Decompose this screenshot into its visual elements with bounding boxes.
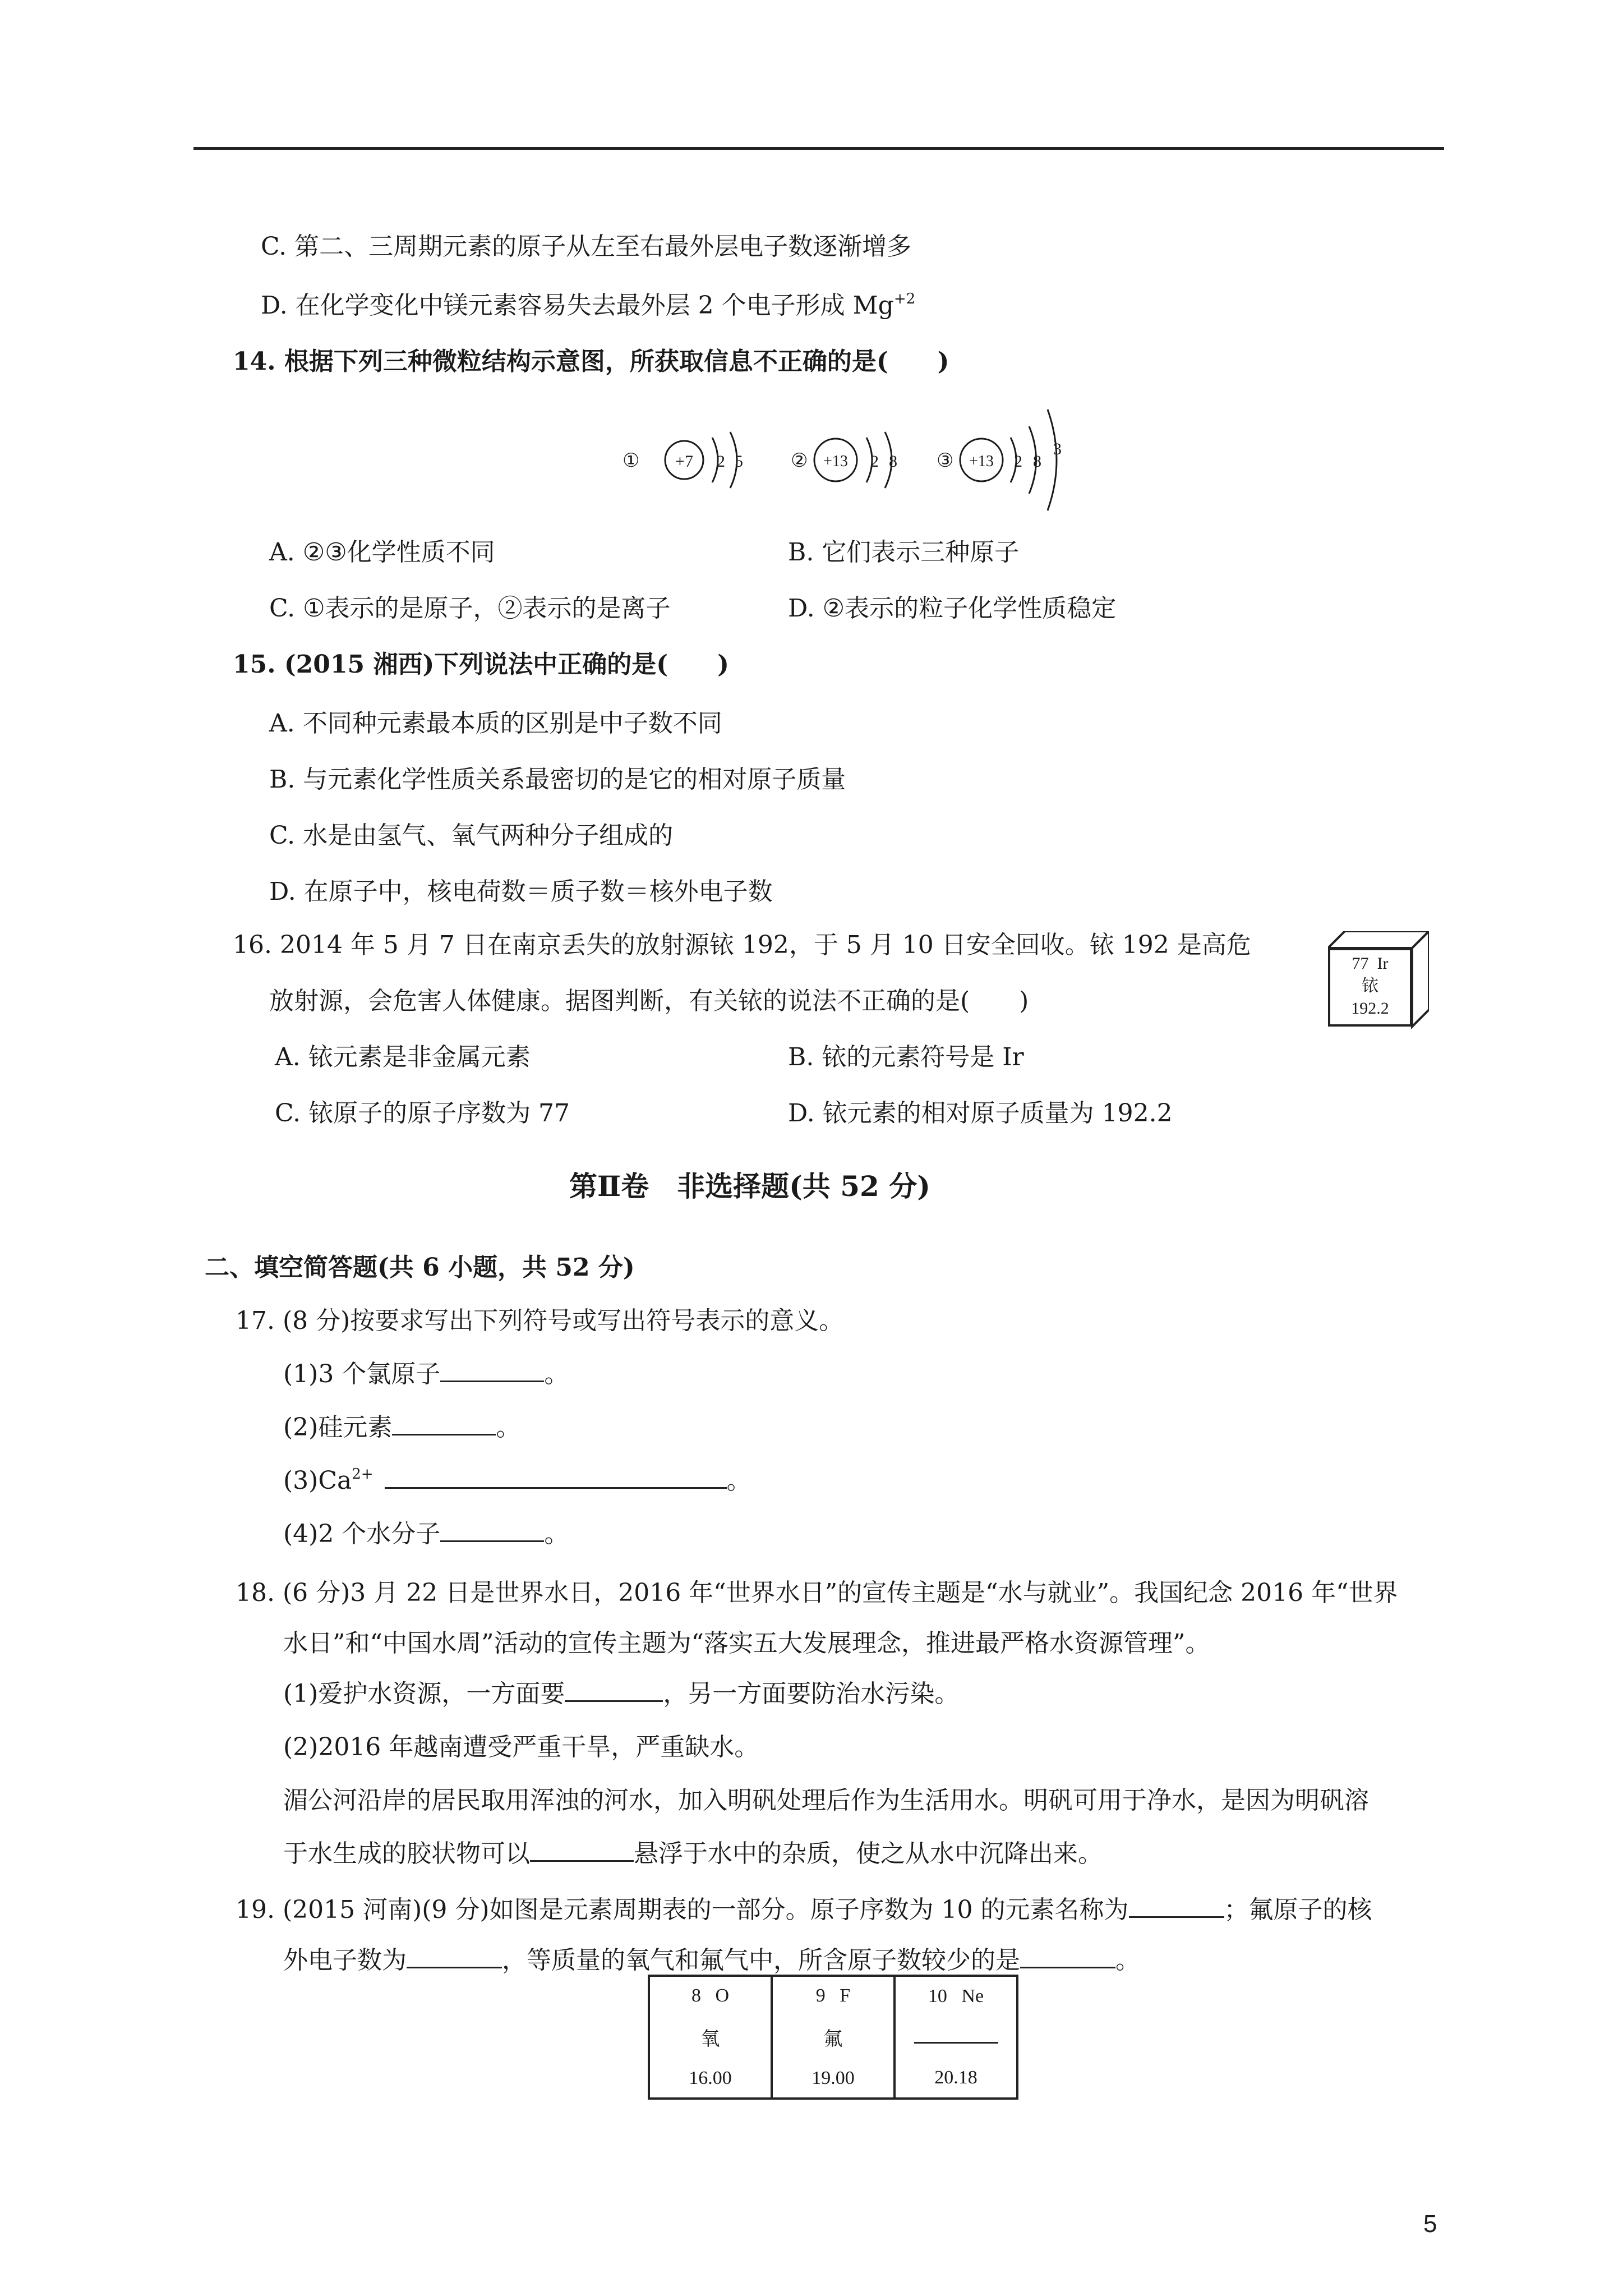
q16-stem-line2: 放射源，会危害人体健康。据图判断，有关铱的说法不正确的是( ) [269, 987, 1029, 1015]
atom-1-shell-1: 2 [717, 452, 725, 471]
iridium-name: 铱 [1362, 977, 1378, 995]
atom-structure-diagrams [623, 404, 1082, 516]
q15-option-b: B. 与元素化学性质关系最密切的是它的相对原子质量 [269, 765, 846, 794]
q17-item-3: $(3)Ca^{2+}$ 。 [283, 1466, 751, 1495]
q17-4-answer-blank[interactable] [440, 1518, 544, 1542]
q14-option-c: C. ①表示的是原子，②表示的是离子 [269, 594, 671, 623]
q17-item-1: (1)3 个氯原子 。 [283, 1358, 569, 1391]
q15-stem: 15. (2015 湘西)下列说法中正确的是( ) [233, 650, 729, 679]
atom-3-shell-1: 2 [1014, 452, 1022, 471]
atom-3-shell-3: 3 [1053, 440, 1062, 458]
q14-option-d: D. ②表示的粒子化学性质稳定 [788, 594, 1117, 623]
q18-item-2-blank-line: 于水生成的胶状物可以 悬浮于水中的杂质，使之从水中沉降出来。 [283, 1837, 1103, 1871]
q13-option-d: D. 在化学变化中镁元素容易失去最外层 2 个电子形成 $Mg^{+2}$ [261, 291, 916, 320]
q16-option-a: A. 铱元素是非金属元素 [275, 1043, 531, 1071]
q14-stem: 14. 根据下列三种微粒结构示意图，所获取信息不正确的是( ) [233, 347, 949, 376]
q17-stem: 17. (8 分)按要求写出下列符号或写出符号表示的意义。 [236, 1306, 844, 1335]
q19-element-name-blank[interactable] [1129, 1894, 1224, 1918]
page-number: 5 [1423, 2210, 1437, 2238]
iridium-number: 77 [1352, 954, 1369, 973]
iridium-symbol: Ir [1377, 954, 1389, 973]
q18-item-2-text: 湄公河沿岸的居民取用浑浊的河水，加入明矾处理后作为生活用水。明矾可用于净水，是因为明矾溶 [283, 1786, 1369, 1815]
iridium-element-card [1328, 931, 1429, 1029]
q16-stem-line1: 16. 2014 年 5 月 7 日在南京丢失的放射源铱 192，于 5 月 10 日安全回收。铱 192 是高危 [233, 931, 1251, 959]
atom-2-shell-1: 2 [870, 452, 879, 471]
q15-option-d: D. 在原子中，核电荷数＝质子数＝核外电子数 [269, 877, 773, 906]
q14-option-a: A. ②③化学性质不同 [269, 538, 495, 567]
q13-option-c: C. 第二、三周期元素的原子从左至右最外层电子数逐渐增多 [261, 232, 912, 261]
atom-3-shell-2: 8 [1033, 452, 1041, 471]
part2-title: 第Ⅱ卷 非选择题(共 52 分) [569, 1170, 930, 1203]
ptable-cell-oxygen: 8 O 氧 16.00 [649, 1976, 772, 2099]
atom-2-shell-2: 8 [889, 452, 897, 471]
q19-fewer-atoms-blank[interactable] [1020, 1944, 1115, 1968]
q17-2-answer-blank[interactable] [392, 1411, 496, 1435]
q19-electron-count-blank[interactable] [407, 1944, 502, 1968]
atom-3 [937, 409, 1062, 510]
q17-item-4: (4)2 个水分子 。 [283, 1517, 569, 1551]
q16-option-d: D. 铱元素的相对原子质量为 192.2 [788, 1099, 1173, 1128]
q15-option-c: C. 水是由氢气、氧气两种分子组成的 [269, 821, 674, 850]
q19-stem-line1: 19. (2015 河南)(9 分)如图是元素周期表的一部分。原子序数为 10 的元素名称为 ；氟原子的核 [236, 1893, 1372, 1927]
ptable-cell-neon: 10 Ne 20.18 [895, 1976, 1017, 2099]
atom-1-shell-2: 5 [735, 452, 743, 471]
q16-option-c: C. 铱原子的原子序数为 77 [275, 1099, 570, 1128]
atom-1-nucleus: +7 [675, 452, 693, 471]
q17-item-2: (2)硅元素 。 [283, 1411, 520, 1444]
q18-stem-line2: 水日”和“中国水周”活动的宣传主题为“落实五大发展理念，推进最严格水资源管理”。 [283, 1629, 1210, 1658]
atom-3-label: ③ [937, 450, 954, 471]
ptable-cell-fluorine: 9 F 氟 19.00 [772, 1976, 895, 2099]
atom-1 [623, 432, 743, 488]
section2-heading: 二、填空简答题(共 6 小题，共 52 分) [205, 1253, 635, 1282]
atom-2-label: ② [791, 450, 808, 471]
q18-stem-line1: 18. (6 分)3 月 22 日是世界水日，2016 年“世界水日”的宣传主题是“水与就业”。我国纪念 2016 年“世界 [236, 1579, 1398, 1607]
q18-item-1: (1)爱护水资源，一方面要 ，另一方面要防治水污染。 [283, 1677, 959, 1711]
q17-3-answer-blank[interactable] [385, 1465, 727, 1489]
atom-1-label: ① [623, 450, 640, 471]
atom-2-nucleus: +13 [823, 453, 848, 470]
iridium-mass: 192.2 [1351, 999, 1389, 1018]
header-rule [193, 147, 1444, 150]
q17-1-answer-blank[interactable] [440, 1358, 544, 1382]
neon-name-blank[interactable] [914, 2025, 998, 2044]
q19-stem-line2: 外电子数为 ，等质量的氧气和氟气中，所含原子数较少的是 。 [283, 1944, 1140, 1977]
q18-item-2: (2)2016 年越南遭受严重干旱，严重缺水。 [283, 1733, 759, 1761]
q14-option-b: B. 它们表示三种原子 [788, 538, 1020, 567]
atom-2 [791, 432, 897, 488]
q18-1-answer-blank[interactable] [565, 1678, 663, 1702]
atom-3-nucleus: +13 [969, 453, 994, 470]
q18-2-answer-blank[interactable] [530, 1838, 634, 1862]
q16-option-b: B. 铱的元素符号是 Ir [788, 1043, 1024, 1071]
q15-option-a: A. 不同种元素最本质的区别是中子数不同 [269, 709, 722, 738]
periodic-table-fragment [648, 1975, 1018, 2100]
